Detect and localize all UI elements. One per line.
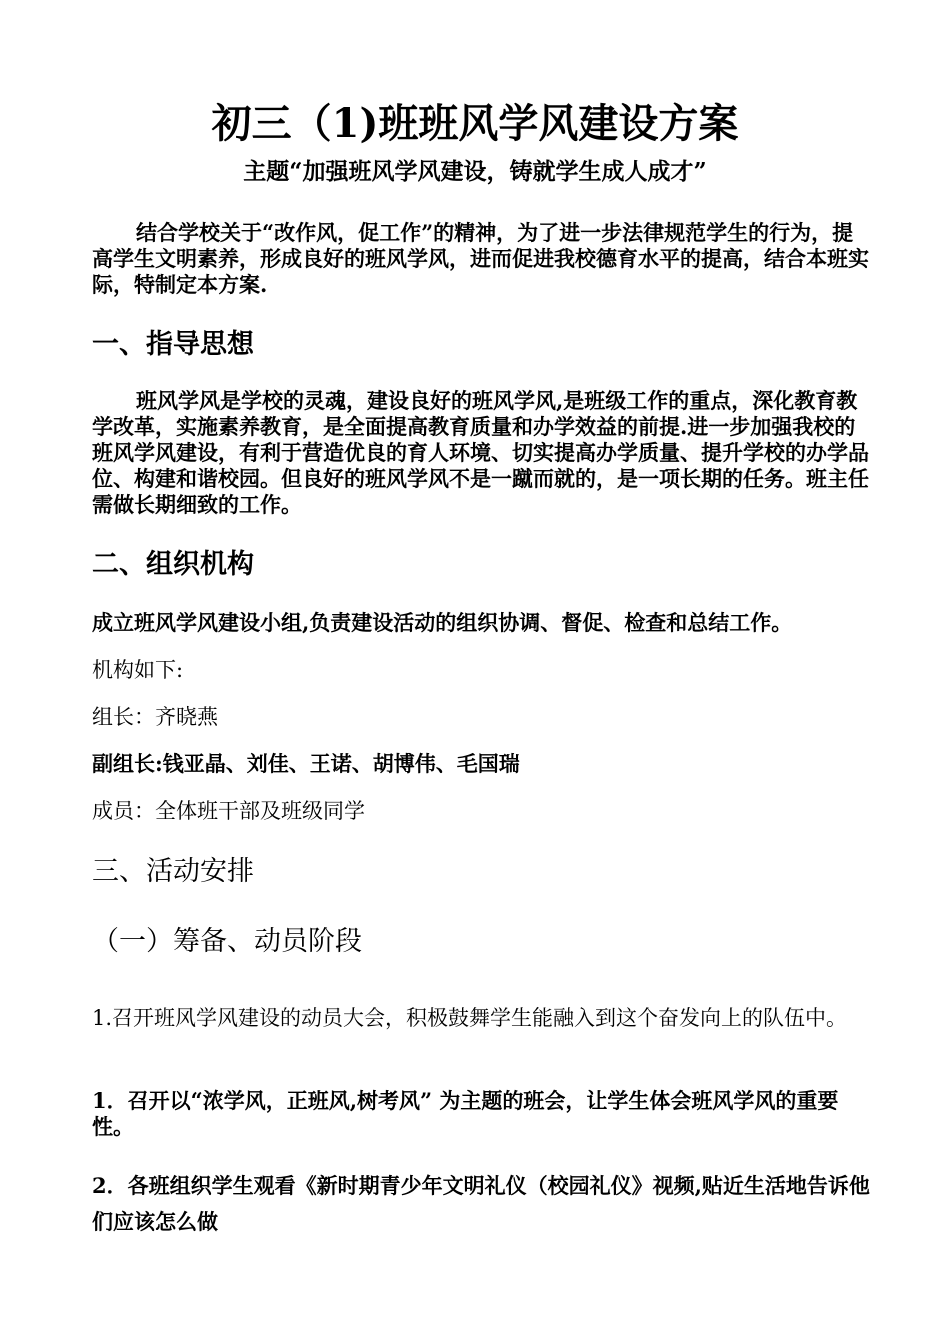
section-heading-organization: 二、组织机构 [92,549,254,580]
subsection-heading-preparation: （一）筹备、动员阶段 [92,926,362,957]
organization-line: 副组长:钱亚晶、刘佳、王诺、胡博伟、毛国瑞 [92,751,520,776]
activity-item: 1.召开班风学风建设的动员大会，积极鼓舞学生能融入到这个奋发向上的队伍中。 [92,1006,848,1030]
activity-item: 1．召开以“浓学风，正班风,树考风” 为主题的班会，让学生体会班风学风的重要性。 [92,1088,839,1139]
organization-line: 组长：齐晓燕 [92,705,218,729]
document-title: 初三（1)班班风学风建设方案 [211,100,739,147]
organization-line: 机构如下: [92,658,184,682]
guiding-idea-paragraph [92,388,872,518]
activity-item: 2．各班组织学生观看《新时期青少年文明礼仪（校园礼仪》视频,贴近生活地告诉他们应该怎么做 [92,1173,870,1234]
section-heading-activities: 三、活动安排 [92,856,254,887]
section-heading-guiding-idea: 一、指导思想 [92,329,254,360]
guiding-idea-text: 班风学风是学校的灵魂，建设良好的班风学风,是班级工作的重点，深化教育教学改革，实施素养教育，是全面提高教育质量和办学效益的前提.进一步加强我校的班风学风建设，有利于营造优良的育人环境、切实提高办学质量、提升学校的办学品位、构建和谐校园。但良好的班风学风不是一蹴而就的，是一项长期的任务。班主任需做长期细致的工作。 [92,388,869,517]
document-subtitle: 主题“加强班风学风建设，铸就学生成人成才” [243,158,707,185]
intro-paragraph [92,220,872,298]
intro-text: 结合学校关于“改作风，促工作”的精神，为了进一步法律规范学生的行为，提高学生文明素养，形成良好的班风学风，进而促进我校德育水平的提高，结合本班实际，特制定本方案. [92,220,869,297]
organization-line: 成员：全体班干部及班级同学 [92,799,365,823]
organization-line: 成立班风学风建设小组,负责建设活动的组织协调、督促、检查和总结工作。 [92,610,793,635]
